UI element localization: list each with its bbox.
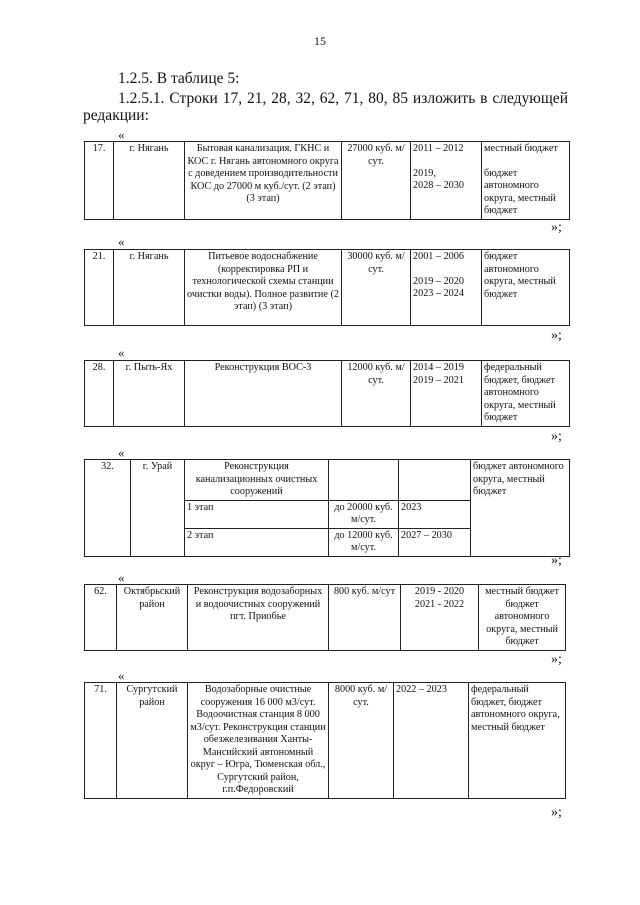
row-funding: местный бюджет бюджет автономного округа, местный бюджет	[479, 585, 566, 651]
row-capacity: 800 куб. м/сут	[329, 585, 401, 651]
stage-2-capacity: до 12000 куб. м/сут.	[329, 528, 399, 556]
row-place: г. Нягань	[114, 250, 185, 326]
open-quote-32: «	[118, 445, 125, 460]
table-row-28	[84, 360, 570, 427]
row-years: 2019 - 2020 2021 - 2022	[401, 585, 479, 651]
row-years-empty	[399, 460, 471, 501]
row-capacity: 8000 куб. м/ сут.	[329, 683, 394, 799]
row-years: 2011 – 2012 2019, 2028 – 2030	[411, 142, 482, 220]
row-years: 2022 – 2023	[394, 683, 469, 799]
table-row-71	[84, 682, 566, 799]
row-place: г. Пыть-Ях	[114, 361, 185, 427]
close-quote-32: »;	[551, 553, 562, 568]
row-description: Питьевое водоснабжение (корректировка РП и технологической схемы станции очистки воды). Полное развитие (2 этап) (3 этап)	[185, 250, 342, 326]
row-capacity: 30000 куб. м/сут.	[342, 250, 411, 326]
row-capacity: 27000 куб. м/сут.	[342, 142, 411, 220]
stage-1-capacity: до 20000 куб. м/сут.	[329, 500, 399, 528]
row-description: Реконструкция ВОС-3	[185, 361, 342, 427]
row-funding: бюджет автономного округа, местный бюджет	[482, 250, 570, 326]
row-number: 21.	[85, 250, 114, 326]
row-place: Сургутский район	[117, 683, 188, 799]
row-capacity: 12000 куб. м/сут.	[342, 361, 411, 427]
table-row-17	[84, 141, 570, 220]
stage-2-label: 2 этап	[185, 528, 329, 556]
row-number: 28.	[85, 361, 114, 427]
close-quote-21: »;	[551, 328, 562, 343]
row-place: г. Урай	[131, 460, 185, 557]
instruction-line-1: 1.2.5.1. Строки 17, 21, 28, 32, 62, 71, 80, 85 изложить в следующей	[118, 90, 568, 107]
row-number: 32.	[85, 460, 131, 557]
row-funding: бюджет автономного округа, местный бюджет	[471, 460, 570, 557]
table-row-32	[84, 459, 570, 557]
row-funding: федеральный бюджет, бюджет автономного округа, местный бюджет	[482, 361, 570, 427]
row-years: 2001 – 2006 2019 – 2020 2023 – 2024	[411, 250, 482, 326]
open-quote-62: «	[118, 570, 125, 585]
row-funding: местный бюджет бюджет автономного округа, местный бюджет	[482, 142, 570, 220]
row-funding: федеральный бюджет, бюджет автономного округа, местный бюджет	[469, 683, 566, 799]
open-quote-21: «	[118, 234, 125, 249]
stage-1-label: 1 этап	[185, 500, 329, 528]
row-years: 2014 – 2019 2019 – 2021	[411, 361, 482, 427]
table-row-21	[84, 249, 570, 326]
row-description: Водозаборные очистные сооружения 16 000 м3/сут. Водоочистная станция 8 000 м3/сут. Реконструкция станции обезжелезивания Ханты-Мансийский автономный округ – Югра, Тюменская обл., Сургутский район, г.п.Федоровский	[188, 683, 329, 799]
row-place: Октябрьский район	[117, 585, 188, 651]
instruction-line-2: редакции:	[83, 107, 149, 124]
page-number: 15	[314, 34, 326, 48]
open-quote-17: «	[118, 127, 125, 142]
close-quote-71: »;	[551, 805, 562, 820]
open-quote-71: «	[118, 668, 125, 683]
close-quote-28: »;	[551, 429, 562, 444]
close-quote-17: »;	[551, 220, 562, 235]
stage-2-years: 2027 – 2030	[399, 528, 471, 556]
close-quote-62: »;	[551, 652, 562, 667]
section-heading: 1.2.5. В таблице 5:	[118, 70, 240, 87]
row-capacity-empty	[329, 460, 399, 501]
row-description: Реконструкция водозаборных и водоочистных сооружений пгт. Приобье	[188, 585, 329, 651]
open-quote-28: «	[118, 345, 125, 360]
row-number: 62.	[85, 585, 117, 651]
stage-1-years: 2023	[399, 500, 471, 528]
row-description: Бытовая канализация. ГКНС и КОС г. Нягань автономного округа с доведением производительности КОС до 27000 м куб./сут. (2 этап) (3 этап)	[185, 142, 342, 220]
row-number: 17.	[85, 142, 114, 220]
table-row-62	[84, 584, 566, 651]
row-place: г. Нягань	[114, 142, 185, 220]
row-number: 71.	[85, 683, 117, 799]
row-description: Реконструкция канализационных очистных сооружений	[185, 460, 329, 501]
